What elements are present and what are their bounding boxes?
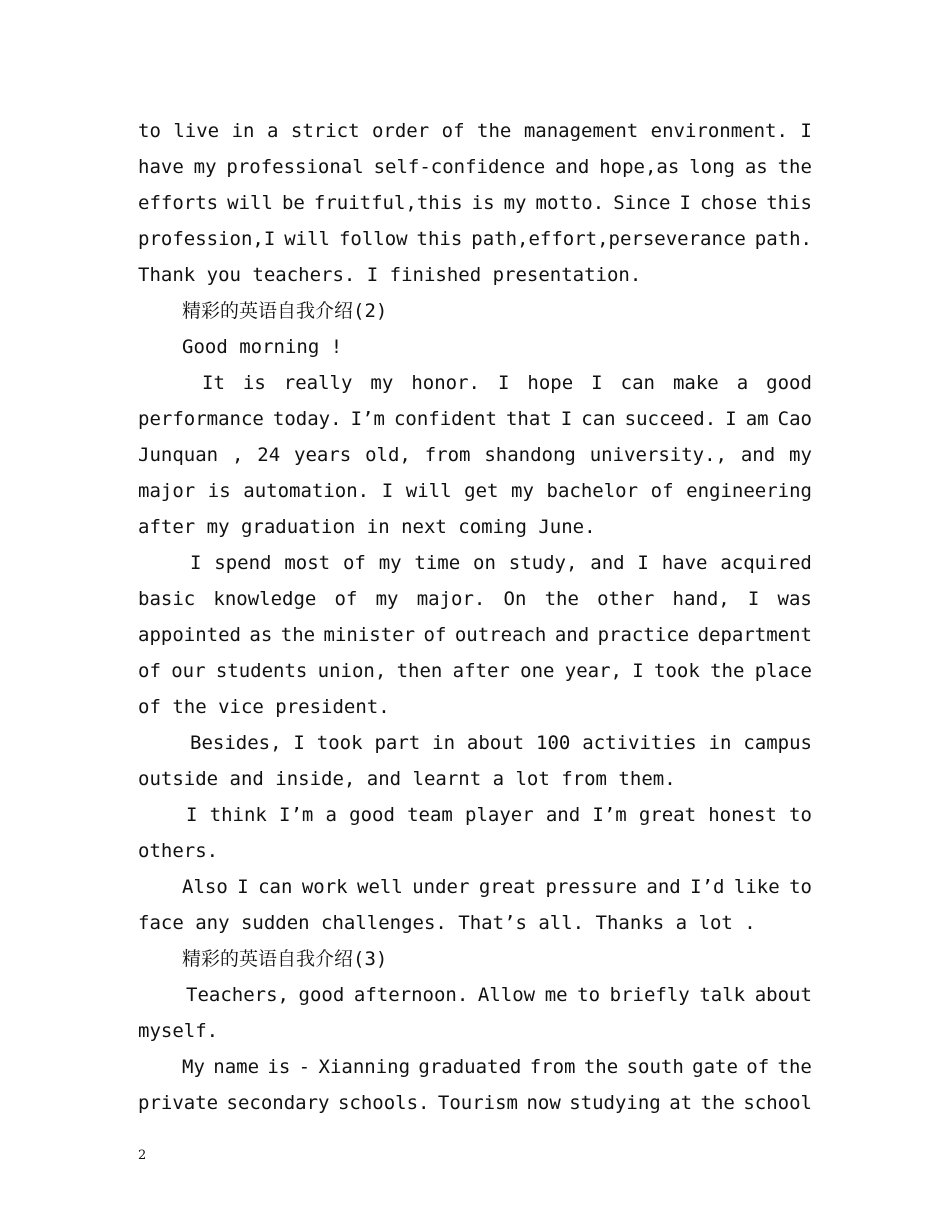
text-line: outside and inside, and learnt a lot from them. bbox=[138, 768, 676, 790]
text-line: 精彩的英语自我介绍(2) bbox=[182, 300, 388, 322]
text-line: private secondary schools. Tourism now studying at the school bbox=[138, 1092, 812, 1114]
text-line: after my graduation in next coming June. bbox=[138, 516, 596, 538]
text-line: have my professional self-confidence and hope,as long as the bbox=[138, 156, 812, 178]
text-line: performance today. I’m confident that I can succeed. I am Cao bbox=[138, 408, 812, 430]
text-line: My name is - Xianning graduated from the south gate of the bbox=[182, 1056, 812, 1078]
text-line: others. bbox=[138, 840, 219, 862]
text-line: Thank you teachers. I finished presentation. bbox=[138, 264, 642, 286]
text-line: Teachers, good afternoon. Allow me to briefly talk about bbox=[186, 984, 812, 1006]
text-line: Besides, I took part in about 100 activities in campus bbox=[190, 732, 812, 754]
text-line: basic knowledge of my major. On the other hand, I was bbox=[138, 588, 812, 610]
text-line: Junquan , 24 years old, from shandong university., and my bbox=[138, 444, 812, 466]
text-line: myself. bbox=[138, 1020, 219, 1042]
text-line: 精彩的英语自我介绍(3) bbox=[182, 948, 388, 970]
text-line: I think I’m a good team player and I’m great honest to bbox=[186, 804, 812, 826]
text-line: to live in a strict order of the management environment. I bbox=[138, 120, 812, 142]
text-line: Good morning ! bbox=[182, 336, 343, 358]
text-line: appointed as the minister of outreach and practice department bbox=[138, 624, 812, 646]
text-line: face any sudden challenges. That’s all. Thanks a lot . bbox=[138, 912, 756, 934]
text-line: Also I can work well under great pressure and I’d like to bbox=[182, 876, 812, 898]
text-line: of our students union, then after one year, I took the place bbox=[138, 660, 812, 682]
page-number: 2 bbox=[138, 1148, 147, 1163]
document-body bbox=[138, 113, 812, 1121]
text-line: major is automation. I will get my bachelor of engineering bbox=[138, 480, 812, 502]
text-line: profession,I will follow this path,effort,perseverance path. bbox=[138, 228, 812, 250]
text-line: efforts will be fruitful,this is my motto. Since I chose this bbox=[138, 192, 812, 214]
text-line: of the vice president. bbox=[138, 696, 390, 718]
text-line: I spend most of my time on study, and I have acquired bbox=[190, 552, 812, 574]
text-line: It is really my honor. I hope I can make a good bbox=[202, 372, 812, 394]
